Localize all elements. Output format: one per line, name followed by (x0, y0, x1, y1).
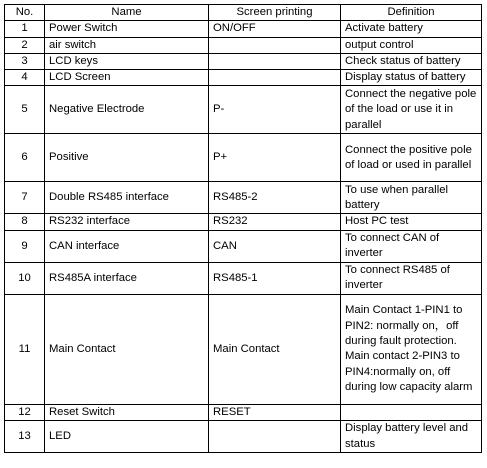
row-name: LCD keys (45, 53, 209, 69)
row-screen-printing: RESET (209, 404, 341, 420)
row-name: LCD Screen (45, 70, 209, 86)
row-screen-printing: RS232 (209, 214, 341, 230)
row-number: 13 (5, 421, 45, 453)
row-number: 3 (5, 53, 45, 69)
row-screen-printing (209, 37, 341, 53)
table-row (5, 21, 482, 37)
row-name: Main Contact (45, 294, 209, 404)
row-definition: output control (341, 37, 482, 53)
row-definition: Connect the positive pole of load or used in parallel (341, 134, 482, 182)
row-name: LED (45, 421, 209, 453)
row-name: Positive (45, 134, 209, 182)
row-definition: Display battery level and status (341, 421, 482, 453)
row-definition: Activate battery (341, 21, 482, 37)
table-header-row (5, 5, 482, 21)
row-definition: Host PC test (341, 214, 482, 230)
specification-table (4, 4, 482, 453)
table-row (5, 37, 482, 53)
table-row (5, 182, 482, 214)
row-screen-printing (209, 421, 341, 453)
row-definition: To connect CAN of inverter (341, 230, 482, 262)
table-row (5, 53, 482, 69)
row-screen-printing: Main Contact (209, 294, 341, 404)
row-screen-printing: RS485-2 (209, 182, 341, 214)
table-row (5, 421, 482, 453)
row-screen-printing: CAN (209, 230, 341, 262)
row-name: RS485A interface (45, 262, 209, 294)
row-name: Reset Switch (45, 404, 209, 420)
table-row (5, 262, 482, 294)
row-number: 1 (5, 21, 45, 37)
row-number: 7 (5, 182, 45, 214)
table-row (5, 294, 482, 404)
table-row (5, 404, 482, 420)
row-screen-printing (209, 53, 341, 69)
table-row (5, 86, 482, 134)
header-definition: Definition (341, 5, 482, 21)
row-number: 5 (5, 86, 45, 134)
row-number: 8 (5, 214, 45, 230)
row-definition: To use when parallel battery (341, 182, 482, 214)
row-name: RS232 interface (45, 214, 209, 230)
row-number: 10 (5, 262, 45, 294)
row-number: 12 (5, 404, 45, 420)
row-number: 6 (5, 134, 45, 182)
row-screen-printing (209, 70, 341, 86)
row-name: Power Switch (45, 21, 209, 37)
row-name: CAN interface (45, 230, 209, 262)
row-screen-printing: P+ (209, 134, 341, 182)
row-number: 9 (5, 230, 45, 262)
table-row (5, 230, 482, 262)
row-screen-printing: P- (209, 86, 341, 134)
table-row (5, 134, 482, 182)
row-screen-printing: RS485-1 (209, 262, 341, 294)
row-definition: Main Contact 1-PIN1 to PIN2: normally on，off during fault protection. Main contact 2-PIN3 to PIN4:normally on, off during low capacity alarm (341, 294, 482, 404)
row-definition: Display status of battery (341, 70, 482, 86)
table-row (5, 70, 482, 86)
row-definition: Connect the negative pole of the load or use it in parallel (341, 86, 482, 134)
row-number: 11 (5, 294, 45, 404)
header-screen-printing: Screen printing (209, 5, 341, 21)
table-row (5, 214, 482, 230)
row-screen-printing: ON/OFF (209, 21, 341, 37)
row-number: 2 (5, 37, 45, 53)
header-no: No. (5, 5, 45, 21)
row-name: Negative Electrode (45, 86, 209, 134)
row-number: 4 (5, 70, 45, 86)
row-definition (341, 404, 482, 420)
row-name: Double RS485 interface (45, 182, 209, 214)
header-name: Name (45, 5, 209, 21)
row-definition: To connect RS485 of inverter (341, 262, 482, 294)
row-name: air switch (45, 37, 209, 53)
row-definition: Check status of battery (341, 53, 482, 69)
